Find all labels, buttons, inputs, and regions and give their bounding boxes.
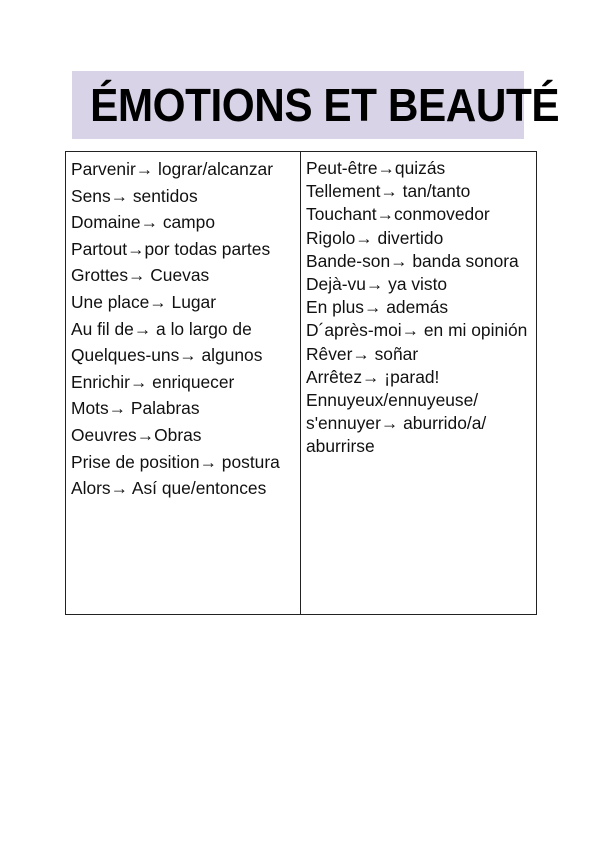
vocab-entry: Une place→ Lugar — [71, 291, 217, 312]
vocab-entry: Sens→ sentidos — [71, 185, 198, 206]
vocab-entry: Tellement→ tan/tanto — [306, 181, 471, 202]
vocab-entry: Domaine→ campo — [71, 212, 216, 233]
vocab-entry: Rigolo→ divertido — [306, 227, 444, 248]
vocab-entry: Ennuyeux/ennuyeuse/ s'ennuyer→ aburrido/a/ aburrirse — [306, 390, 487, 457]
vocabulary-table — [65, 151, 537, 615]
vocab-entry: Peut-être→quizás — [306, 158, 446, 178]
vocab-entry: Parvenir→ lograr/alcanzar — [71, 159, 274, 179]
vocab-entry: Oeuvres→Obras — [71, 424, 202, 445]
vocab-entry: Prise de position→ postura — [71, 451, 280, 472]
page-title: ÉMOTIONS ET BEAUTÉ — [90, 79, 560, 131]
vocab-entry: Touchant→conmovedor — [306, 204, 490, 225]
vocab-entry: Rêver→ soñar — [306, 343, 419, 364]
vocab-entry: Partout→por todas partes — [71, 238, 271, 259]
vocab-entry: Bande-son→ banda sonora — [306, 250, 519, 271]
vocab-entry: Quelques-uns→ algunos — [71, 345, 263, 366]
vocab-entry: Enrichir→ enriquecer — [71, 371, 235, 392]
vocab-entry: Arrêtez→ ¡parad! — [306, 366, 440, 387]
vocab-entry: Au fil de→ a lo largo de — [71, 318, 252, 339]
vocab-entry: Mots→ Palabras — [71, 398, 200, 419]
vocab-entry: En plus→ además — [306, 297, 449, 318]
vocab-entry: Dejà-vu→ ya visto — [306, 274, 448, 295]
vocab-entry: Grottes→ Cuevas — [71, 265, 210, 286]
vocab-entry: Alors→ Así que/entonces — [71, 478, 267, 499]
vocabulary-column-left — [66, 152, 301, 614]
vocabulary-column-right — [301, 152, 536, 614]
vocab-entry: D´après-moi→ en mi opinión — [306, 320, 528, 341]
